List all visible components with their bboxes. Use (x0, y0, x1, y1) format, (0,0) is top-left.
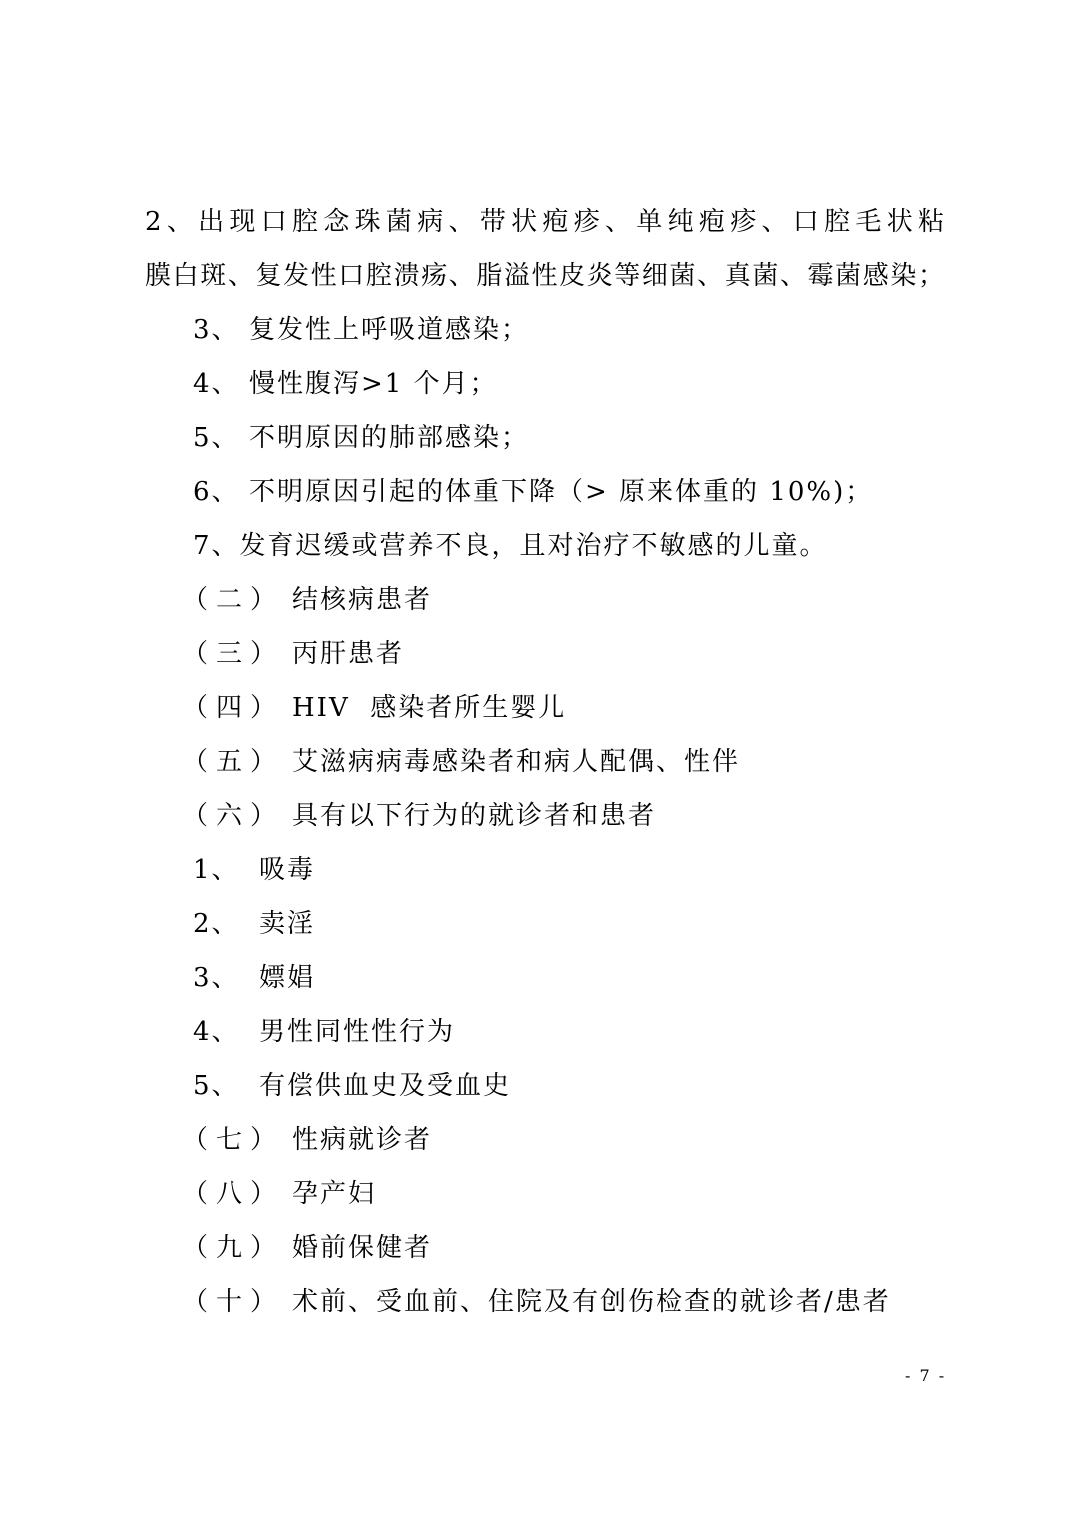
list-number: （七） (182, 1125, 285, 1155)
group-item-6 (182, 798, 656, 834)
list-number: （八） (182, 1179, 285, 1209)
list-number: 4、 (193, 1017, 240, 1047)
list-text: 男性同性性行为 (259, 1017, 456, 1047)
list-text: 具有以下行为的就诊者和患者 (292, 801, 657, 831)
list-number: 5、 (193, 1071, 240, 1101)
list-text: 性病就诊者 (292, 1125, 433, 1155)
list-text: 卖淫 (259, 909, 316, 939)
list-text: 慢性腹泻>1 个月； (249, 369, 498, 399)
list-text: 结核病患者 (292, 585, 433, 615)
group-item-10 (182, 1284, 891, 1320)
list-text: 术前、受血前、住院及有创伤检查的就诊者/患者 (292, 1287, 891, 1317)
list-number: 3、 (193, 315, 240, 345)
list-number: （六） (182, 801, 285, 831)
list-text: 复发性上呼吸道感染； (249, 315, 530, 345)
symptom-item-6 (193, 474, 873, 510)
group-item-7 (182, 1122, 432, 1158)
intro-line-2: 膜白斑、复发性口腔溃疡、脂溢性皮炎等细菌、真菌、霉菌感染； (145, 261, 945, 291)
list-text: 不明原因的肺部感染； (249, 423, 530, 453)
group-item-9 (182, 1230, 432, 1266)
list-number: 1、 (193, 855, 240, 885)
symptom-item-3 (193, 312, 529, 348)
group-item-4 (182, 690, 566, 726)
intro-line-1: 2、出现口腔念珠菌病、带状疱疹、单纯疱疹、口腔毛状粘 (145, 207, 945, 237)
list-number: 5、 (193, 423, 240, 453)
behavior-item-5 (193, 1068, 511, 1104)
list-text: HIV 感染者所生婴儿 (292, 693, 567, 723)
behavior-item-4 (193, 1014, 455, 1050)
list-text: 有偿供血史及受血史 (259, 1071, 512, 1101)
symptom-item-4 (193, 366, 498, 402)
group-item-8 (182, 1176, 376, 1212)
list-text: 孕产妇 (292, 1179, 377, 1209)
symptom-item-5 (193, 420, 529, 456)
list-number: 6、 (193, 477, 240, 507)
list-number: （五） (182, 747, 285, 777)
list-number: （二） (182, 585, 285, 615)
behavior-item-2 (193, 906, 315, 942)
list-text: 不明原因引起的体重下降（> 原来体重的 10%)； (249, 477, 874, 507)
list-text: 嫖娼 (259, 963, 316, 993)
list-number: （十） (182, 1287, 285, 1317)
behavior-item-1 (193, 852, 315, 888)
list-text: 艾滋病病毒感染者和病人配偶、性伴 (292, 747, 741, 777)
list-number: （九） (182, 1233, 285, 1263)
list-text: 吸毒 (259, 855, 316, 885)
behavior-item-3 (193, 960, 315, 996)
group-item-2 (182, 582, 432, 618)
page-number: - 7 - (905, 1366, 947, 1385)
list-text: 婚前保健者 (292, 1233, 433, 1263)
list-number: （三） (182, 639, 285, 669)
list-number: 2、 (193, 909, 240, 939)
list-number: 3、 (193, 963, 240, 993)
list-number: 4、 (193, 369, 240, 399)
group-item-5 (182, 744, 740, 780)
list-number: （四） (182, 693, 285, 723)
symptom-item-7: 7、发育迟缓或营养不良，且对治疗不敏感的儿童。 (193, 531, 828, 561)
group-item-3 (182, 636, 404, 672)
list-text: 丙肝患者 (292, 639, 405, 669)
